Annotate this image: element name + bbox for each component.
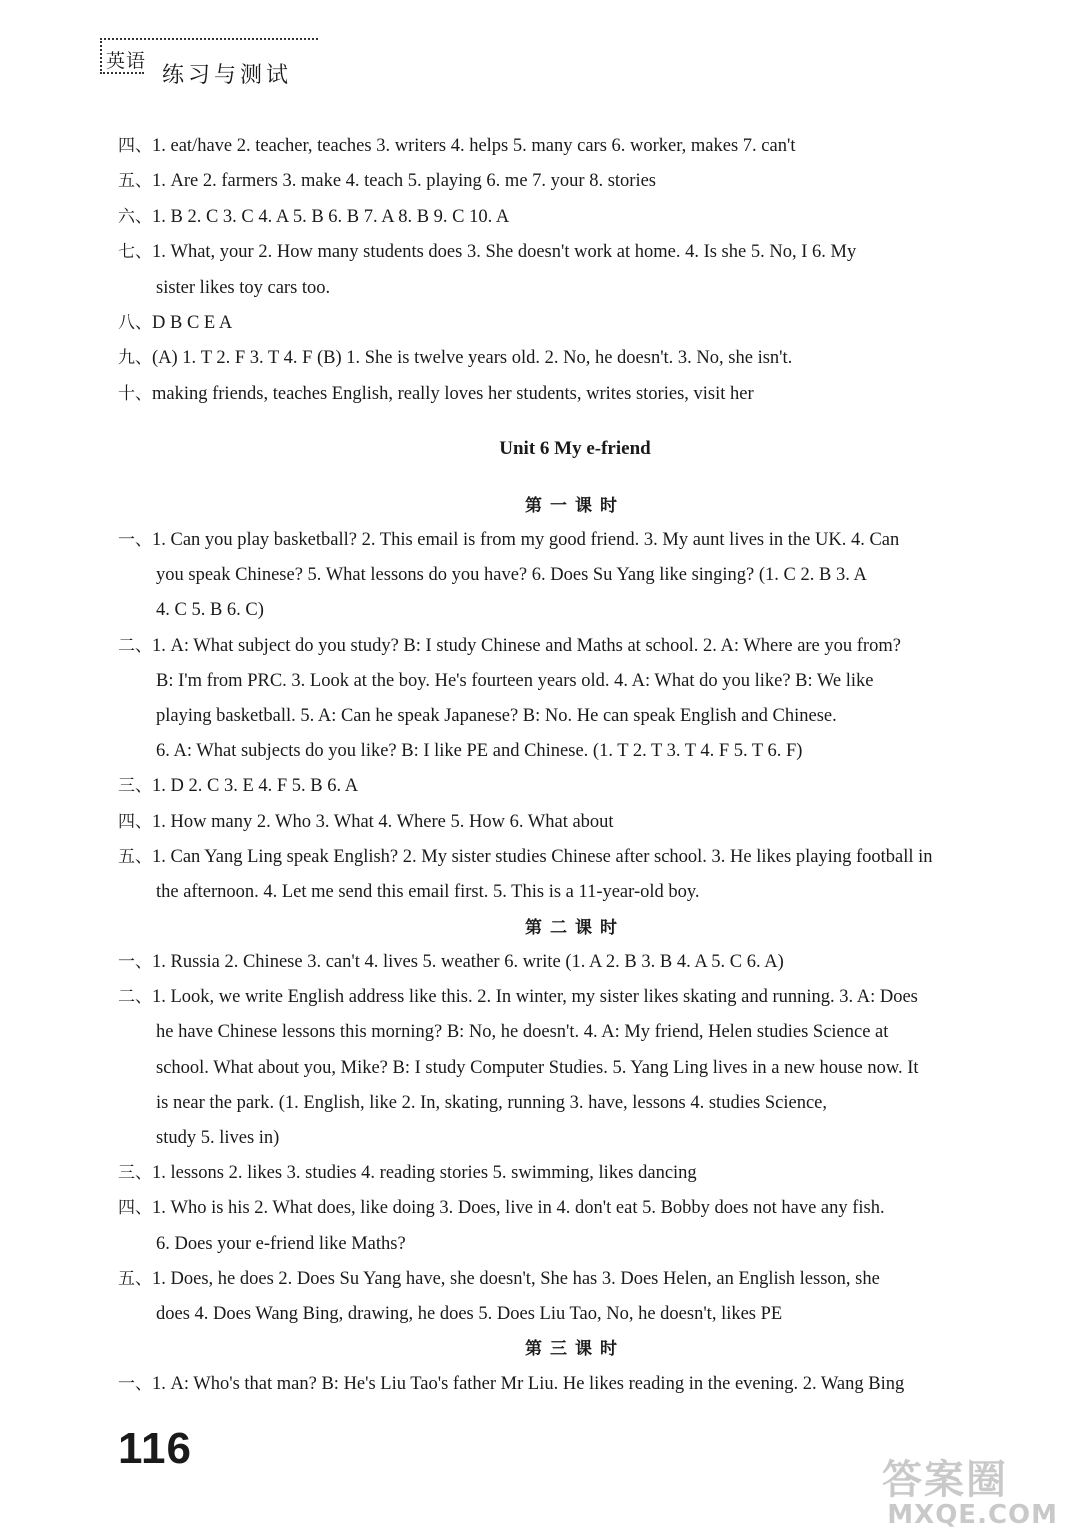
answer-line — [118, 845, 933, 869]
section-marker: 五、 — [118, 171, 152, 192]
answer-text: D B C E A — [152, 313, 233, 333]
answer-line-continued — [156, 704, 837, 728]
answer-line — [118, 134, 795, 158]
answer-text: 1. Russia 2. Chinese 3. can't 4. lives 5. weather 6. write (1. A 2. B 3. B 4. A 5. C 6. A) — [152, 952, 784, 972]
answer-text: 1. A: What subject do you study? B: I study Chinese and Maths at school. 2. A: Where are you from? — [152, 635, 901, 656]
section-marker: 六、 — [118, 206, 152, 227]
section-marker: 四、 — [118, 811, 152, 832]
section-marker: 四、 — [118, 1198, 152, 1219]
answer-text: 4. C 5. B 6. C) — [156, 600, 264, 621]
answer-text: 1. What, your 2. How many students does 3. She doesn't work at home. 4. Is she 5. No, I 6. My — [152, 242, 857, 263]
answer-text: does 4. Does Wang Bing, drawing, he does 5. Does Liu Tao, No, he doesn't, likes PE — [156, 1304, 783, 1324]
page-number: 116 — [118, 1424, 192, 1473]
page-header — [100, 38, 318, 86]
answer-text: 6. A: What subjects do you like? B: I like PE and Chinese. (1. T 2. T 3. T 4. F 5. T 6. F) — [156, 741, 803, 762]
answer-text: 1. B 2. C 3. C 4. A 5. B 6. B 7. A 8. B 9. C 10. A — [152, 206, 510, 227]
section-marker: 四、 — [118, 136, 152, 156]
answer-line-continued — [156, 1302, 782, 1326]
answer-line — [118, 1161, 697, 1185]
answer-line — [118, 634, 901, 658]
section-marker: 一、 — [118, 1374, 152, 1394]
subject-label: 英语 — [106, 50, 147, 72]
section-marker: 一、 — [118, 530, 152, 550]
answer-line-continued — [156, 1056, 919, 1080]
answer-text: 6. Does your e-friend like Maths? — [156, 1233, 406, 1254]
answer-text: 1. Are 2. farmers 3. make 4. teach 5. playing 6. me 7. your 8. stories — [152, 171, 656, 192]
section-marker: 五、 — [118, 846, 152, 867]
answer-text: 1. Look, we write English address like this. 2. In winter, my sister likes skating and running. 3. A: Does — [152, 987, 918, 1008]
answer-line-continued — [156, 1232, 406, 1256]
section-marker: 七、 — [118, 242, 152, 263]
answer-line — [118, 1372, 904, 1396]
watermark-logo-text: 答案圈 — [882, 1457, 1008, 1503]
section-marker: 三、 — [118, 1163, 152, 1184]
section-marker: 十、 — [118, 383, 152, 404]
answer-line-continued — [156, 1091, 827, 1115]
section-marker: 八、 — [118, 313, 152, 333]
answer-line-continued — [156, 669, 874, 693]
answer-text: study 5. lives in) — [156, 1128, 280, 1148]
section-marker: 二、 — [118, 635, 152, 656]
section-marker: 五、 — [118, 1268, 152, 1289]
watermark-url: MXQE.COM — [887, 1500, 1058, 1530]
answer-line — [118, 169, 656, 193]
answer-line — [118, 311, 232, 335]
answer-line-continued — [156, 880, 700, 904]
section-marker: 九、 — [118, 348, 152, 369]
answer-line — [118, 774, 358, 798]
book-title: 练习与测试 — [162, 63, 293, 88]
answer-text: 1. lessons 2. likes 3. studies 4. reading stories 5. swimming, likes dancing — [152, 1163, 697, 1184]
lesson-2-heading: 第二课时 — [525, 918, 625, 938]
answer-line — [118, 1267, 880, 1291]
answer-text: B: I'm from PRC. 3. Look at the boy. He's fourteen years old. 4. A: What do you like? B: We like — [156, 670, 874, 691]
answer-text: (A) 1. T 2. F 3. T 4. F (B) 1. She is twelve years old. 2. No, he doesn't. 3. No, she isn't. — [152, 348, 793, 369]
header-dotted-rule — [100, 38, 318, 40]
answer-line — [118, 240, 856, 264]
answer-line — [118, 810, 614, 834]
answer-text: sister likes toy cars too. — [156, 277, 331, 298]
answer-line — [118, 346, 792, 370]
answer-line — [118, 205, 509, 229]
answer-text: the afternoon. 4. Let me send this email first. 5. This is a 11-year-old boy. — [156, 882, 700, 902]
answer-text: 1. eat/have 2. teacher, teaches 3. writers 4. helps 5. many cars 6. worker, makes 7. can't — [152, 136, 796, 156]
answer-text: making friends, teaches English, really loves her students, writes stories, visit her — [152, 383, 754, 404]
answer-line-continued — [156, 1020, 888, 1044]
answer-text: 1. How many 2. Who 3. What 4. Where 5. How 6. What about — [152, 811, 614, 832]
answer-text: school. What about you, Mike? B: I study Computer Studies. 5. Yang Ling lives in a new house now. It — [156, 1057, 919, 1078]
answer-text: 1. Can you play basketball? 2. This email is from my good friend. 3. My aunt lives in the UK. 4. Can — [152, 530, 900, 550]
answer-line — [118, 950, 784, 974]
answer-text: 1. Does, he does 2. Does Su Yang have, she doesn't, She has 3. Does Helen, an English lesson, she — [152, 1268, 880, 1289]
answer-line-continued — [156, 563, 867, 587]
section-marker: 二、 — [118, 987, 152, 1008]
section-marker: 一、 — [118, 952, 152, 972]
section-marker: 三、 — [118, 776, 152, 797]
answer-line — [118, 382, 754, 406]
header-dotted-edge — [100, 38, 102, 74]
answer-text: he have Chinese lessons this morning? B: No, he doesn't. 4. A: My friend, Helen studies Science at — [156, 1022, 889, 1043]
answer-text: 1. A: Who's that man? B: He's Liu Tao's father Mr Liu. He likes reading in the evening. 2. Wang Bing — [152, 1374, 905, 1394]
lesson-1-heading: 第一课时 — [525, 496, 625, 516]
answer-line-continued — [156, 739, 802, 763]
answer-text: you speak Chinese? 5. What lessons do you have? 6. Does Su Yang like singing? (1. C 2. B 3. A — [156, 565, 867, 586]
watermark-logo — [872, 1448, 1062, 1530]
answer-line — [118, 1196, 885, 1220]
answer-line-continued — [156, 1126, 279, 1150]
answer-text: 1. D 2. C 3. E 4. F 5. B 6. A — [152, 776, 359, 797]
answer-text: 1. Can Yang Ling speak English? 2. My sister studies Chinese after school. 3. He likes playing football in — [152, 846, 933, 867]
answer-line — [118, 528, 899, 552]
lesson-3-heading: 第三课时 — [525, 1339, 625, 1359]
answer-line-continued — [156, 598, 264, 622]
answer-line — [118, 985, 918, 1009]
answer-line-continued — [156, 276, 330, 300]
answer-text: 1. Who is his 2. What does, like doing 3. Does, live in 4. don't eat 5. Bobby does not have any fish. — [152, 1198, 885, 1219]
answer-text: is near the park. (1. English, like 2. In, skating, running 3. have, lessons 4. studies Science, — [156, 1092, 828, 1113]
unit-title: Unit 6 My e-friend — [499, 438, 651, 459]
answer-text: playing basketball. 5. A: Can he speak Japanese? B: No. He can speak English and Chinese. — [156, 706, 837, 726]
